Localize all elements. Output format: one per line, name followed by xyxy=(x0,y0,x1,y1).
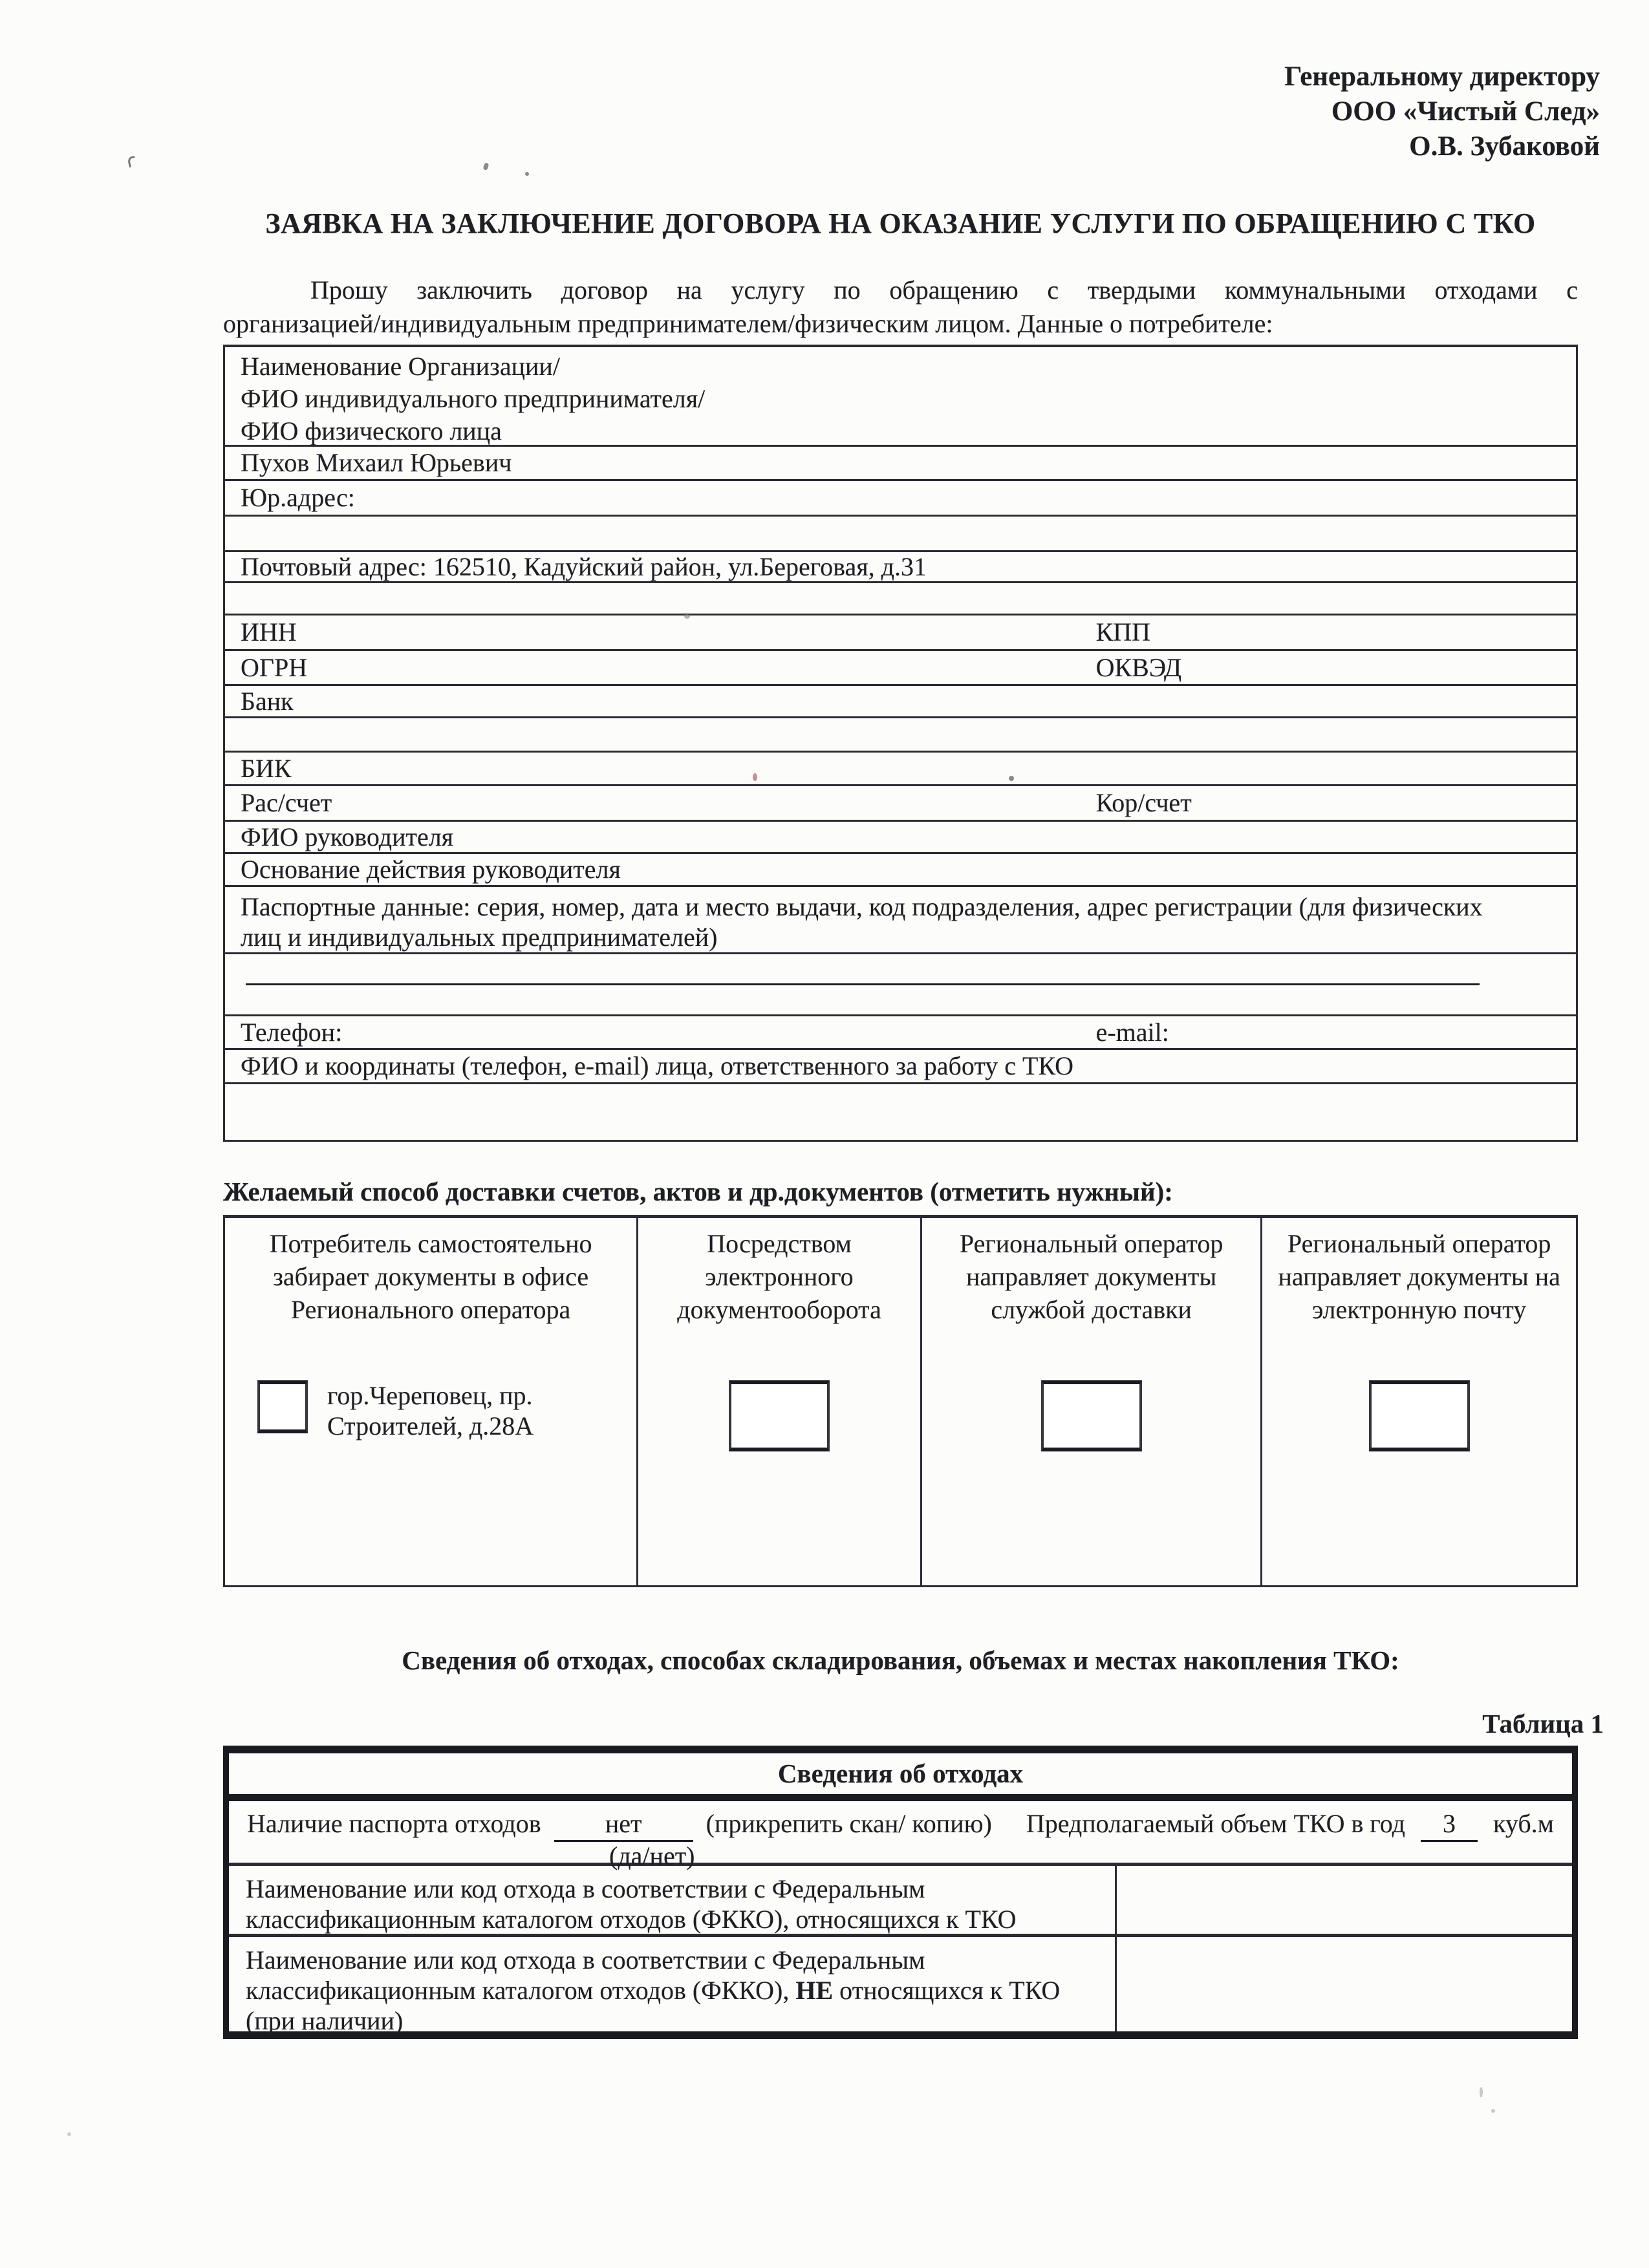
table1-label: Таблица 1 xyxy=(1482,1708,1604,1738)
field-label: ФИО руководителя xyxy=(241,822,454,851)
delivery-method-heading: Желаемый способ доставки счетов, актов и др.документов (отметить нужный): xyxy=(223,1177,1173,1206)
scan-speck xyxy=(67,2132,71,2136)
delivery-option-label: Региональный оператор направляет документы на электронную почту xyxy=(1278,1229,1560,1325)
field-label: Юр.адрес: xyxy=(241,483,355,512)
row-legal-address-blank xyxy=(225,517,1576,552)
intro-paragraph xyxy=(223,273,1578,341)
fkko-value-cell xyxy=(1117,1866,1572,1934)
postal-address-value: Почтовый адрес: 162510, Кадуйский район, ул.Береговая, д.31 xyxy=(241,551,927,581)
delivery-option-courier xyxy=(922,1218,1262,1585)
delivery-option-checkbox xyxy=(729,1380,830,1451)
phone-label: Телефон: xyxy=(241,1017,343,1047)
inn-label: ИНН xyxy=(241,617,297,647)
okved-label: ОКВЭД xyxy=(1095,652,1182,682)
ruled-blank-line xyxy=(246,983,1480,985)
row-org-name xyxy=(225,347,1576,447)
field-label: ФИО и координаты (телефон, e-mail) лица, ответственного за работу с ТКО xyxy=(241,1051,1074,1080)
email-label: e-mail: xyxy=(1095,1017,1169,1047)
delivery-option-checkbox xyxy=(1369,1380,1470,1451)
row-ogrn-okved xyxy=(225,651,1576,686)
yes-no-hint: (да/нет) xyxy=(609,1841,695,1870)
row-bik xyxy=(225,753,1576,786)
scan-speck xyxy=(753,773,757,781)
delivery-option-label: Региональный оператор направляет документы службой доставки xyxy=(959,1229,1223,1325)
field-label: ФИО индивидуального предпринимателя/ xyxy=(241,384,706,413)
settlement-account-label: Рас/счет xyxy=(241,788,332,817)
delivery-option-label: Потребитель самостоятельно забирает документы в офисе Регионального оператора xyxy=(269,1229,592,1325)
row-passport-data xyxy=(225,887,1576,954)
field-label: Банк xyxy=(241,686,294,716)
row-non-fkko xyxy=(229,1937,1572,2035)
form-title: ЗАЯВКА НА ЗАКЛЮЧЕНИЕ ДОГОВОРА НА ОКАЗАНИЕ УСЛУГИ ПО ОБРАЩЕНИЮ С ТКО xyxy=(265,208,1536,239)
row-postal-address-blank xyxy=(225,583,1576,615)
corr-account-label: Кор/счет xyxy=(1095,788,1192,817)
row-bank-blank xyxy=(225,718,1576,753)
addressee-person: О.В. Зубаковой xyxy=(1409,131,1600,162)
row-tko-contact xyxy=(225,1050,1576,1084)
row-waste-passport xyxy=(229,1801,1572,1870)
row-tko-contact-blank xyxy=(225,1084,1576,1140)
non-fkko-label-emphasis: НЕ xyxy=(795,1975,834,2005)
kpp-label: КПП xyxy=(1095,617,1151,647)
non-fkko-label: относящихся к ТКО (при наличии) xyxy=(246,1975,1061,2035)
field-label: БИК xyxy=(241,753,292,783)
ogrn-label: ОГРН xyxy=(241,652,308,682)
consumer-name-value: Пухов Михаил Юрьевич xyxy=(241,448,512,477)
row-bank xyxy=(225,686,1576,718)
addressee-role: Генеральному директору xyxy=(1284,61,1600,92)
passport-attach-note: (прикрепить скан/ копию) xyxy=(706,1808,992,1838)
consumer-details-table xyxy=(223,345,1578,1142)
delivery-option-label: Посредством электронного документооборота xyxy=(677,1229,881,1325)
row-consumer-name xyxy=(225,447,1576,481)
row-head-name xyxy=(225,822,1576,854)
passport-value: нет xyxy=(554,1808,693,1842)
non-fkko-label: Наименование или код отхода в соответствии с Федеральным классификационным каталогом отходов (ФККО), xyxy=(246,1945,925,2005)
delivery-option-checkbox xyxy=(1041,1380,1142,1451)
addressee-block xyxy=(0,59,1600,164)
field-label: ФИО физического лица xyxy=(241,416,502,445)
row-passport-write-line xyxy=(225,954,1576,1016)
waste-info-table xyxy=(223,1746,1578,2039)
row-postal-address xyxy=(225,552,1576,583)
intro-line-1: Прошу заключить договор на услугу по обращению с твердыми коммунальными отходами с xyxy=(310,275,1578,305)
field-label: Наименование Организации/ xyxy=(241,352,560,381)
waste-section-heading: Сведения об отходах, способах складирования, объемах и местах накопления ТКО: xyxy=(402,1645,1399,1676)
scan-speck xyxy=(1491,2109,1495,2113)
delivery-methods-table xyxy=(223,1215,1578,1587)
scan-speck xyxy=(1480,2087,1483,2097)
scan-speck xyxy=(684,614,690,619)
delivery-option-edi xyxy=(638,1218,922,1585)
field-label: Основание действия руководителя xyxy=(241,855,621,884)
volume-unit: куб.м xyxy=(1493,1808,1554,1838)
delivery-option-office xyxy=(225,1218,638,1585)
scan-speck xyxy=(1009,776,1014,781)
row-legal-address xyxy=(225,481,1576,517)
row-phone-email xyxy=(225,1016,1576,1050)
row-inn-kpp xyxy=(225,615,1576,651)
form-body xyxy=(223,206,1604,2039)
delivery-option-checkbox xyxy=(257,1380,308,1433)
volume-value: 3 xyxy=(1421,1808,1478,1842)
fkko-label: Наименование или код отхода в соответствии с Федеральным классификационным каталогом отходов (ФККО), относящихся к ТКО xyxy=(229,1866,1117,1934)
field-label: Паспортные данные: серия, номер, дата и место выдачи, код подразделения, адрес регистрации (для физических лиц и индивидуальных предпринимателей) xyxy=(241,892,1483,952)
delivery-option-email xyxy=(1262,1218,1576,1585)
volume-label: Предполагаемый объем ТКО в год xyxy=(1026,1808,1405,1838)
row-fkko xyxy=(229,1866,1572,1937)
row-accounts xyxy=(225,786,1576,822)
addressee-company: ООО «Чистый След» xyxy=(1331,96,1600,127)
non-fkko-value-cell xyxy=(1117,1937,1572,2031)
passport-label: Наличие паспорта отходов xyxy=(247,1808,541,1838)
row-head-basis xyxy=(225,854,1576,887)
waste-table-header: Сведения об отходах xyxy=(229,1753,1572,1801)
scan-speck xyxy=(525,172,529,176)
intro-line-2: организацией/индивидуальным предпринимателем/физическим лицом. Данные о потребителе: xyxy=(223,309,1273,338)
office-address-note: гор.Череповец, пр. Строителей, д.28А xyxy=(327,1381,534,1441)
